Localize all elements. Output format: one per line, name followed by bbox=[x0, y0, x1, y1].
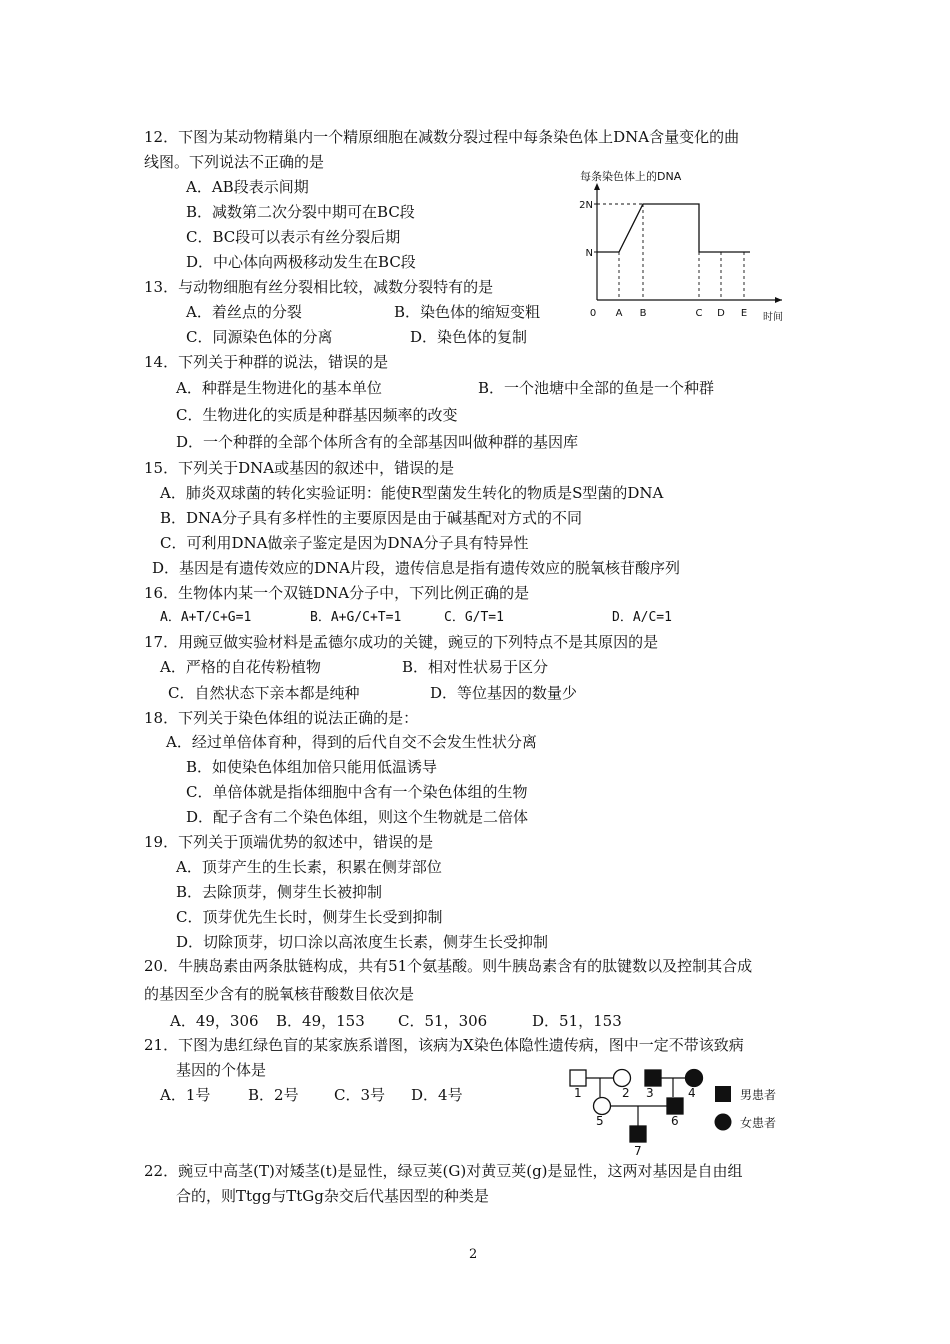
q20-option-b: B．49，153 bbox=[276, 1012, 365, 1030]
q14-option-c: C．生物进化的实质是种群基因频率的改变 bbox=[176, 406, 458, 424]
q16-option-c: C．G/T=1 bbox=[444, 610, 504, 625]
q17-option-c: C．自然状态下亲本都是纯种 bbox=[168, 684, 360, 702]
q20-stem-line1: 20．牛胰岛素由两条肽链构成，共有51个氨基酸。则牛胰岛素含有的肽键数以及控制其合成 bbox=[144, 957, 753, 975]
q21-stem-line2: 基因的个体是 bbox=[176, 1061, 267, 1079]
q22-stem-line2: 合的，则Ttgg与TtGg杂交后代基因型的种类是 bbox=[176, 1187, 489, 1205]
q21-option-b: B．2号 bbox=[248, 1086, 299, 1104]
q21-option-c: C．3号 bbox=[334, 1086, 386, 1104]
q18-option-d: D．配子含有二个染色体组，则这个生物就是二倍体 bbox=[186, 808, 529, 826]
q16-option-b: B．A+G/C+T=1 bbox=[310, 610, 402, 625]
chart-y-arrow bbox=[594, 183, 600, 190]
chart-x-arrow bbox=[775, 297, 782, 303]
pedigree-individual-2 bbox=[614, 1070, 631, 1087]
chart-x-axis-label: 时间 bbox=[763, 312, 783, 323]
q14-option-d: D．一个种群的全部个体所含有的全部基因叫做种群的基因库 bbox=[176, 433, 579, 451]
q16-option-d: D．A/C=1 bbox=[612, 610, 672, 625]
q12-stem-line2: 线图。下列说法不正确的是 bbox=[144, 153, 325, 171]
q22-stem-line1: 22．豌豆中高茎(T)对矮茎(t)是显性，绿豆荚(G)对黄豆荚(g)是显性，这两对基因是自由组 bbox=[144, 1162, 743, 1180]
legend-female-label: 女患者 bbox=[740, 1116, 777, 1130]
pedigree-label-3: 3 bbox=[646, 1086, 654, 1100]
pedigree-label-1: 1 bbox=[574, 1086, 582, 1100]
q13-option-c: C．同源染色体的分离 bbox=[186, 328, 333, 346]
q20-option-a: A．49，306 bbox=[170, 1012, 259, 1030]
q15-option-d: D．基因是有遗传效应的DNA片段，遗传信息是指有遗传效应的脱氧核苷酸序列 bbox=[152, 559, 681, 577]
q20-option-c: C．51，306 bbox=[398, 1012, 488, 1030]
q21-stem-line1: 21．下图为患红绿色盲的某家族系谱图，该病为X染色体隐性遗传病，图中一定不带该致病 bbox=[144, 1036, 744, 1054]
pedigree-individual-4 bbox=[686, 1070, 703, 1087]
q17-option-d: D．等位基因的数量少 bbox=[430, 684, 578, 702]
q21-option-d: D．4号 bbox=[411, 1086, 463, 1104]
q19-option-c: C．顶芽优先生长时，侧芽生长受到抑制 bbox=[176, 908, 443, 926]
q16-stem: 16．生物体内某一个双链DNA分子中，下列比例正确的是 bbox=[144, 584, 530, 602]
legend-female-affected-icon bbox=[715, 1114, 732, 1131]
q21-option-a: A．1号 bbox=[160, 1086, 211, 1104]
q18-option-a: A．经过单倍体育种，得到的后代自交不会发生性状分离 bbox=[166, 733, 537, 751]
chart-x-tick-label: E bbox=[740, 308, 748, 319]
pedigree-individual-7 bbox=[630, 1126, 646, 1142]
q12-option-b: B．减数第二次分裂中期可在BC段 bbox=[186, 203, 415, 221]
q18-stem: 18．下列关于染色体组的说法正确的是： bbox=[144, 709, 419, 727]
q12-stem-line1: 12．下图为某动物精巢内一个精原细胞在减数分裂过程中每条染色体上DNA含量变化的曲 bbox=[144, 128, 740, 146]
pedigree-label-4: 4 bbox=[688, 1086, 696, 1100]
q20-stem-line2: 的基因至少含有的脱氧核苷酸数目依次是 bbox=[144, 985, 415, 1003]
q19-option-a: A．顶芽产生的生长素，积累在侧芽部位 bbox=[176, 858, 442, 876]
legend-male-affected-icon bbox=[715, 1086, 731, 1102]
q15-option-b: B．DNA分子具有多样性的主要原因是由于碱基配对方式的不同 bbox=[160, 509, 583, 527]
pedigree-chart bbox=[562, 1062, 792, 1162]
q15-option-c: C．可利用DNA做亲子鉴定是因为DNA分子具有特异性 bbox=[160, 534, 529, 552]
pedigree-label-7: 7 bbox=[634, 1144, 642, 1158]
page-number: 2 bbox=[469, 1247, 478, 1262]
q18-option-b: B．如使染色体组加倍只能用低温诱导 bbox=[186, 758, 438, 776]
q16-option-a: A．A+T/C+G=1 bbox=[160, 610, 252, 625]
chart-title: 每条染色体上的DNA bbox=[580, 170, 682, 183]
q13-option-a: A．着丝点的分裂 bbox=[186, 303, 302, 321]
pedigree-label-5: 5 bbox=[596, 1114, 604, 1128]
q20-option-d: D．51，153 bbox=[532, 1012, 622, 1030]
pedigree-individual-6 bbox=[667, 1098, 683, 1114]
q13-option-d: D．染色体的复制 bbox=[410, 328, 528, 346]
dna-content-chart bbox=[577, 165, 787, 325]
chart-series-line bbox=[597, 204, 750, 252]
q13-stem: 13．与动物细胞有丝分裂相比较，减数分裂特有的是 bbox=[144, 278, 494, 296]
q13-option-b: B．染色体的缩短变粗 bbox=[394, 303, 541, 321]
pedigree-label-2: 2 bbox=[622, 1086, 630, 1100]
q15-stem: 15．下列关于DNA或基因的叙述中，错误的是 bbox=[144, 459, 455, 477]
q19-stem: 19．下列关于顶端优势的叙述中，错误的是 bbox=[144, 833, 434, 851]
q19-option-d: D．切除顶芽，切口涂以高浓度生长素，侧芽生长受抑制 bbox=[176, 933, 549, 951]
q12-option-d: D．中心体向两极移动发生在BC段 bbox=[186, 253, 416, 271]
chart-x-tick-label: A bbox=[615, 308, 623, 319]
q18-option-c: C．单倍体就是指体细胞中含有一个染色体组的生物 bbox=[186, 783, 528, 801]
chart-x-tick-label: B bbox=[639, 308, 647, 319]
q12-option-a: A．AB段表示间期 bbox=[186, 178, 309, 196]
q17-stem: 17．用豌豆做实验材料是孟德尔成功的关键，豌豆的下列特点不是其原因的是 bbox=[144, 633, 659, 651]
pedigree-individual-3 bbox=[645, 1070, 661, 1086]
chart-x-tick-label: 0 bbox=[589, 308, 597, 319]
q17-option-a: A．严格的自花传粉植物 bbox=[160, 658, 321, 676]
chart-y-tick-label: N bbox=[585, 248, 593, 259]
pedigree-label-6: 6 bbox=[671, 1114, 679, 1128]
chart-x-tick-label: C bbox=[695, 308, 703, 319]
q14-stem: 14．下列关于种群的说法，错误的是 bbox=[144, 353, 389, 371]
chart-y-tick-label: 2N bbox=[579, 200, 593, 211]
legend-male-label: 男患者 bbox=[740, 1088, 777, 1102]
q14-option-a: A．种群是生物进化的基本单位 bbox=[176, 379, 382, 397]
q17-option-b: B．相对性状易于区分 bbox=[402, 658, 549, 676]
q12-option-c: C．BC段可以表示有丝分裂后期 bbox=[186, 228, 401, 246]
pedigree-individual-1 bbox=[570, 1070, 586, 1086]
chart-x-tick-label: D bbox=[717, 308, 725, 319]
pedigree-individual-5 bbox=[594, 1098, 611, 1115]
q19-option-b: B．去除顶芽，侧芽生长被抑制 bbox=[176, 883, 383, 901]
q15-option-a: A．肺炎双球菌的转化实验证明：能使R型菌发生转化的物质是S型菌的DNA bbox=[160, 484, 664, 502]
q14-option-b: B．一个池塘中全部的鱼是一个种群 bbox=[478, 379, 715, 397]
